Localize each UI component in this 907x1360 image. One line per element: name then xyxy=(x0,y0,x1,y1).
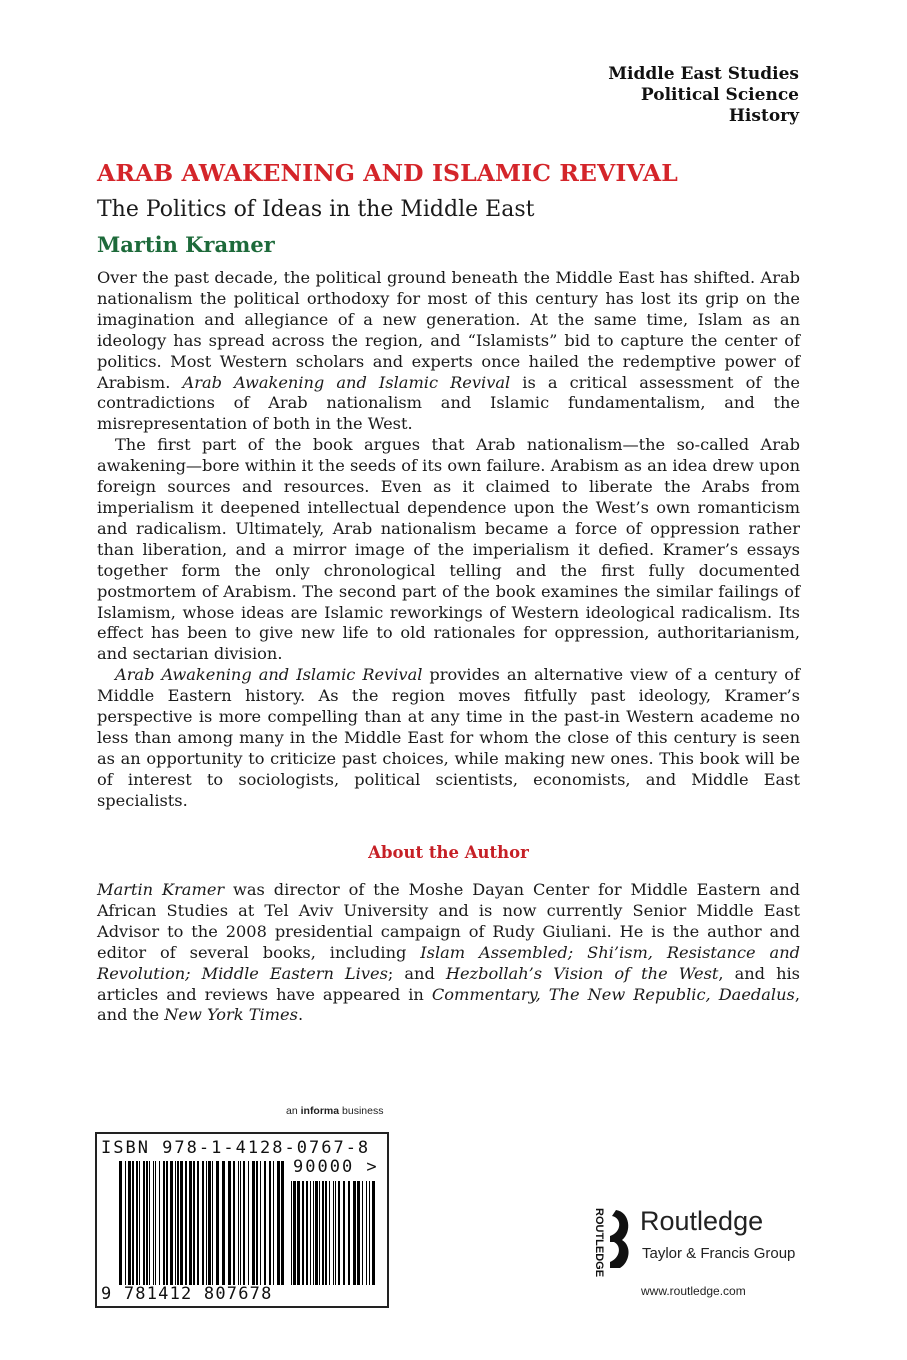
barcode-bar xyxy=(222,1161,225,1285)
book-list-2: Hezbollah’s Vision of the West xyxy=(445,963,719,983)
barcode-bar xyxy=(366,1181,367,1285)
ean-barcode-bars xyxy=(119,1161,287,1285)
publisher-url[interactable]: www.routledge.com xyxy=(641,1284,746,1298)
description-paragraph-3: Arab Awakening and Islamic Revival provides an alternative view of a century of Middle Eastern history. As the region moves fitfully past ideology, Kramer’s perspective is more compelling than at any time in the past-in Western academe no less than among many in the Middle East for whom the close of this century is seen as an opportunity to criticize past choices, while making new ones. This book will be of interest to sociologists, political scientists, economists, and Middle East specialists. xyxy=(97,665,800,810)
barcode-bar xyxy=(281,1161,284,1285)
barcode-bar xyxy=(155,1161,156,1285)
barcode-bar xyxy=(208,1161,211,1285)
barcode-bar xyxy=(264,1161,266,1285)
barcode-bar xyxy=(189,1161,192,1285)
barcode-bar xyxy=(325,1181,327,1285)
barcode-bar xyxy=(293,1181,296,1285)
barcode-bar xyxy=(132,1161,134,1285)
barcode-bar xyxy=(149,1161,150,1285)
barcode-bar xyxy=(206,1161,207,1285)
barcode-bar xyxy=(216,1161,219,1285)
barcode-bar xyxy=(125,1161,126,1285)
barcode-bar xyxy=(302,1181,304,1285)
barcode-bar xyxy=(369,1181,370,1285)
barcode-bar xyxy=(357,1181,360,1285)
barcode-bar xyxy=(228,1161,231,1285)
routledge-logo-word: ROUTLEDGE xyxy=(593,1208,605,1278)
category-3: History xyxy=(728,106,799,126)
barcode-bar xyxy=(372,1181,375,1285)
barcode-bar xyxy=(170,1161,173,1285)
barcode-bar xyxy=(153,1161,154,1285)
publication-list-2: New York Times xyxy=(164,1005,298,1025)
barcode-bar xyxy=(256,1161,258,1285)
barcode-bar xyxy=(139,1161,140,1285)
barcode-bar xyxy=(180,1161,183,1285)
publisher-name: Routledge xyxy=(640,1206,764,1236)
barcode-bar xyxy=(240,1161,241,1285)
barcode-bar xyxy=(238,1161,239,1285)
barcode-bar xyxy=(197,1161,199,1285)
barcode-bar xyxy=(353,1181,356,1285)
barcode-bar xyxy=(269,1161,271,1285)
barcode-bar xyxy=(136,1161,138,1285)
publisher-group: Taylor & Francis Group xyxy=(642,1245,796,1262)
barcode-bar xyxy=(319,1181,320,1285)
description-paragraph-2: The first part of the book argues that Arab nationalism—the so-called Arab awakening—bore within it the seeds of its own failure. Arabism as an idea drew upon foreign sources and resources. Even as it claimed to liberate the Arabs from imperialism it deepened intellectual dependence upon the West’s own romanticism and radicalism. Ultimately, Arab nationalism became a force of oppression rather than liberation, and a mirror image of the imperialism it defied. Kramer’s essays together form the only chronological telling and the first fully documented postmortem of Arabism. The second part of the book examines the similar failings of Islamism, whose ideas are Islamic reworkings of Western ideological radicalism. Its effect has been to give new life to old rationales for oppression, authoritarianism, and sectarian division. xyxy=(97,435,800,664)
book-subtitle: The Politics of Ideas in the Middle East xyxy=(97,197,535,222)
barcode-bar xyxy=(273,1161,274,1285)
barcode-bar xyxy=(322,1181,324,1285)
routledge-logo-icon xyxy=(586,1202,636,1306)
ean-digits: 9 781412 807678 xyxy=(101,1284,273,1304)
barcode-bar xyxy=(310,1181,311,1285)
barcode-bar xyxy=(233,1161,235,1285)
barcode-bar xyxy=(163,1161,165,1285)
barcode-bar xyxy=(297,1181,300,1285)
barcode-bar xyxy=(143,1161,145,1285)
barcode-bar xyxy=(306,1181,308,1285)
barcode-bar xyxy=(333,1181,334,1285)
barcode-bar xyxy=(277,1161,280,1285)
category-2: Political Science xyxy=(640,85,799,105)
barcode-bar xyxy=(260,1161,261,1285)
book-title: ARAB AWAKENING AND ISLAMIC REVIVAL xyxy=(97,159,678,187)
addon-barcode-bars xyxy=(291,1181,379,1285)
subject-categories xyxy=(608,64,799,127)
book-title-reference: Arab Awakening and Islamic Revival xyxy=(182,372,511,392)
barcode-bar xyxy=(343,1181,345,1285)
price-code: 90000 > xyxy=(293,1157,379,1177)
barcode-bar xyxy=(362,1181,363,1285)
informa-business-tag: an informa business xyxy=(286,1105,384,1117)
barcode-bar xyxy=(212,1161,213,1285)
barcode-bar xyxy=(185,1161,187,1285)
barcode-bar xyxy=(159,1161,160,1285)
barcode-bar xyxy=(119,1161,122,1285)
author-name: Martin Kramer xyxy=(97,880,225,899)
barcode-bar xyxy=(248,1161,249,1285)
isbn-label: ISBN 978-1-4128-0767-8 xyxy=(101,1138,371,1158)
book-author: Martin Kramer xyxy=(97,232,275,257)
barcode-bar xyxy=(291,1181,292,1285)
book-description xyxy=(97,268,800,812)
book-title-reference: Arab Awakening and Islamic Revival xyxy=(115,665,423,685)
isbn-barcode xyxy=(95,1132,389,1308)
category-1: Middle East Studies xyxy=(608,64,799,84)
barcode-bar xyxy=(166,1161,168,1285)
barcode-bar xyxy=(202,1161,204,1285)
barcode-bar xyxy=(175,1161,176,1285)
barcode-bar xyxy=(338,1181,340,1285)
barcode-bar xyxy=(313,1181,314,1285)
book-list-1: Islam Assembled; Shi’ism, Resistance and Revolution; Middle Eastern Lives xyxy=(97,942,800,983)
barcode-bar xyxy=(146,1161,148,1285)
barcode-bar xyxy=(329,1181,330,1285)
barcode-bar xyxy=(348,1181,350,1285)
barcode-bar xyxy=(252,1161,255,1285)
about-author-heading: About the Author xyxy=(368,843,529,862)
about-author-text: Martin Kramer was director of the Moshe Dayan Center for Middle Eastern and African Studies at Tel Aviv University and is now currently Senior Middle East Advisor to the 2008 presidential campaign of Rudy Giuliani. He is the author and editor of several books, including Islam Assembled; Shi’ism, Resistance and Revolution; Middle Eastern Lives; and Hezbollah’s Vision of the West, and his articles and reviews have appeared in Commentary, The New Republic, Daedalus, and the New York Times. xyxy=(97,880,800,1025)
barcode-bar xyxy=(243,1161,245,1285)
barcode-bar xyxy=(315,1181,318,1285)
description-paragraph-1: Over the past decade, the political ground beneath the Middle East has shifted. Arab nationalism the political orthodoxy for most of this century has lost its grip on the imagination and allegiance of a new generation. At the same time, Islam as an ideology has spread across the region, and “Islamists” bid to capture the center of politics. Most Western scholars and experts once hailed the redemptive power of Arabism. Arab Awakening and Islamic Revival is a critical assessment of the contradictions of Arab nationalism and Islamic fundamentalism, and the misrepresentation of both in the West. xyxy=(97,268,800,434)
barcode-bar xyxy=(193,1161,195,1285)
publication-list-1: Commentary, The New Republic, Daedalus xyxy=(431,984,795,1004)
barcode-bar xyxy=(128,1161,131,1285)
barcode-bar xyxy=(177,1161,179,1285)
barcode-bar xyxy=(335,1181,336,1285)
